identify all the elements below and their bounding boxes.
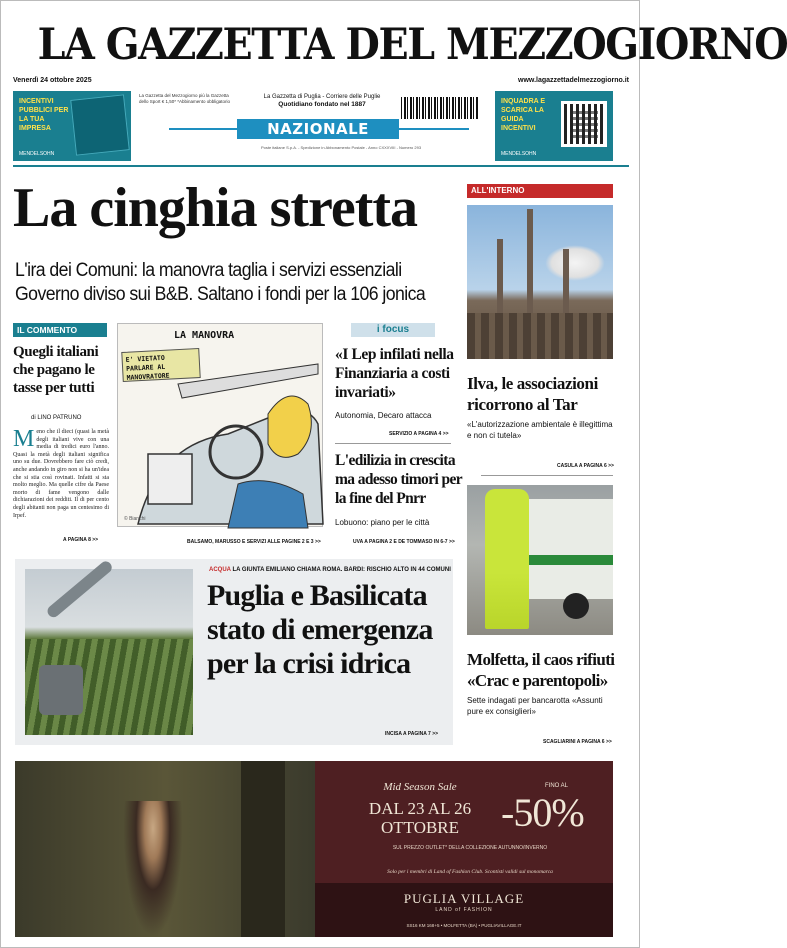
irrigation-photo	[25, 569, 193, 735]
commento-tag: IL COMMENTO	[13, 323, 107, 337]
promo-right-brand: MENDELSOHN	[501, 151, 537, 157]
cartoon-title: LA MANOVRA	[174, 330, 235, 341]
waste-more-link[interactable]: SCAGLIARINI A PAGINA 6 >>	[543, 739, 612, 745]
focus-item2-sub: Lobuono: piano per le città	[335, 518, 430, 527]
commento-more-link[interactable]: A PAGINA 8 >>	[63, 537, 99, 543]
ilva-more-link[interactable]: CASULA A PAGINA 6 >>	[557, 463, 614, 469]
commento-text: eno che il dieci (quasi la metà degli italiani vive con una media di tredici euro l'anno. Quasi la metà degli italiani significa uno su due. Dovrebbero fare ciò credi, anche andando in giro non si ha un'idea che si stia così rovinati. Infatti si sta molto meglio. Ma quelle cifre da Paese morto di fame vengono dalle dichiarazioni dei redditi. Il di per cento degli abitanti non paga un centesimo di Irpef.	[13, 429, 109, 519]
smoke-shape	[545, 245, 605, 281]
crisis-more-link[interactable]: INCISA A PAGINA 7 >>	[385, 731, 439, 737]
paper-combo: La Gazzetta di Puglia - Corriere delle Puglie	[263, 94, 381, 100]
promo-incentivi-left[interactable]	[13, 91, 131, 161]
steering-wheel-drawing	[118, 324, 324, 528]
water-crisis-box	[15, 559, 453, 745]
ilva-sub: «L'autorizzazione ambientale è illegittima e non ci tutela»	[467, 420, 613, 440]
cartoon-sign: E' VIETATO PARLARE AL MANOVRATORE	[121, 348, 200, 382]
commento-author: di LINO PATRUNO	[31, 415, 82, 421]
ad-village-name: PUGLIA VILLAGE	[403, 891, 525, 906]
commento-body	[13, 426, 109, 520]
lead-subhead-line1: L'ira dei Comuni: la manovra taglia i servizi essenziali	[15, 260, 402, 281]
promo-incentivi-right[interactable]	[495, 91, 613, 161]
plant-shape	[467, 313, 613, 359]
ad-discount: -50%	[501, 790, 584, 835]
lead-subhead	[15, 259, 434, 307]
focus-item1-title[interactable]: «I Lep infilati nella Finanziaria a costi invariati»	[335, 346, 454, 401]
masthead-subbar	[13, 77, 629, 87]
waste-sub: Sette indagati per bancarotta «Assunti pure ex consiglieri»	[467, 696, 603, 716]
ilva-title[interactable]: Ilva, le associazioni ricorrono al Tar	[467, 374, 598, 414]
cartoon-caption[interactable]: BALSAMO, MARUSSO E SERVIZI ALLE PAGINE 2 E 3 >>	[187, 539, 321, 545]
subscription-note: La Gazzetta del Mezzogiorno più la Gazzetta dello Sport € 1,50* *Abbinamento obbligatorio	[139, 93, 231, 104]
truck-stripe	[527, 555, 613, 565]
advertisement-puglia-village[interactable]	[15, 761, 613, 937]
ad-dates: DAL 23 AL 26 OTTOBRE	[368, 799, 472, 837]
tree-shape	[241, 761, 285, 937]
focus-item1-more-link[interactable]: SERVIZIO A PAGINA 4 >>	[389, 431, 449, 437]
focus-divider	[335, 443, 451, 444]
inside-divider	[481, 475, 613, 476]
ilva-photo	[467, 205, 613, 359]
legal-line: Poste italiane S.p.A. - Spedizione in Abbonamento Postale - Anno CXXXVIII - Numero 293	[260, 145, 422, 150]
qr-code-icon	[561, 101, 607, 147]
ad-fine-print-2: Solo per i membri di Land of Fashion Club. Scontisti validi sul monomarca	[387, 869, 553, 875]
chimney-shape	[563, 249, 569, 319]
masthead-title: LA GAZZETTA DEL MEZZOGIORNO	[37, 20, 787, 70]
barcode-icon	[401, 97, 479, 119]
sprinkler-pipe	[45, 559, 114, 620]
cartoon-credit: © Bianchi	[124, 516, 146, 522]
wheel-shape	[563, 593, 589, 619]
worker-shape	[485, 489, 529, 629]
focus-tag: i focus	[351, 323, 435, 337]
waste-title[interactable]: Molfetta, il caos rifiuti «Crac e parentopoli»	[467, 650, 615, 690]
crisis-title[interactable]: Puglia e Basilicata stato di emergenza per la crisi idrica	[207, 579, 433, 680]
founded-info	[237, 93, 407, 109]
ad-final: FINO AL	[545, 783, 569, 789]
founded-year: Quotidiano fondato nel 1887	[278, 101, 366, 108]
crisis-kicker	[209, 567, 451, 573]
focus-item1-sub: Autonomia, Decaro attacca	[335, 411, 432, 420]
truck-shape	[527, 499, 613, 599]
waste-truck-photo	[467, 485, 613, 635]
lead-subhead-line2: Governo diviso sui B&B. Saltano i fondi per la 106 jonica	[15, 284, 426, 305]
irrigation-reel	[39, 665, 83, 715]
model-shape	[123, 801, 183, 937]
ad-fine-print: SUL PREZZO OUTLET* DELLA COLLEZIONE AUTUNNO/INVERNO	[392, 845, 548, 851]
chimney-shape	[527, 209, 533, 319]
promo-left-text: INCENTIVI PUBBLICI PER LA TUA IMPRESA	[19, 98, 69, 132]
edition-label: NAZIONALE	[237, 119, 399, 139]
focus-item2-title[interactable]: L'edilizia in crescita ma adesso timori per la fine del Pnrr	[335, 452, 462, 507]
commento-title[interactable]: Quegli italiani che pagano le tasse per tutti	[13, 344, 99, 396]
ad-photo	[15, 761, 315, 937]
lead-headline[interactable]: La cinghia stretta	[13, 177, 418, 239]
editorial-cartoon	[117, 323, 323, 527]
drop-cap: M	[13, 426, 35, 452]
book-icon	[70, 94, 130, 155]
focus-item2-more-link[interactable]: UVA A PAGINA 2 E DE TOMMASO IN 6-7 >>	[353, 539, 455, 545]
chimney-shape	[497, 239, 503, 319]
ad-village-address: SS16 KM 168+5 • MOLFETTA (BA) • PUGLIAVILLAGE.IT	[406, 923, 522, 928]
ad-village-sub: LAND of FASHION	[435, 907, 493, 913]
ad-season: Mid Season Sale	[383, 781, 457, 793]
issue-date: Venerdì 24 ottobre 2025	[13, 77, 92, 84]
section-divider	[13, 165, 629, 167]
website-url[interactable]: www.lagazzettadelmezzogiorno.it	[518, 77, 629, 84]
promo-left-brand: MENDELSOHN	[19, 151, 55, 157]
crisis-kicker-tag: ACQUA	[209, 567, 231, 573]
inside-tag: ALL'INTERNO	[467, 184, 613, 198]
promo-right-text: INQUADRA E SCARICA LA GUIDA INCENTIVI	[501, 98, 546, 132]
crisis-kicker-text: LA GIUNTA EMILIANO CHIAMA ROMA. BARDI: RISCHIO ALTO IN 44 COMUNI	[232, 567, 451, 573]
